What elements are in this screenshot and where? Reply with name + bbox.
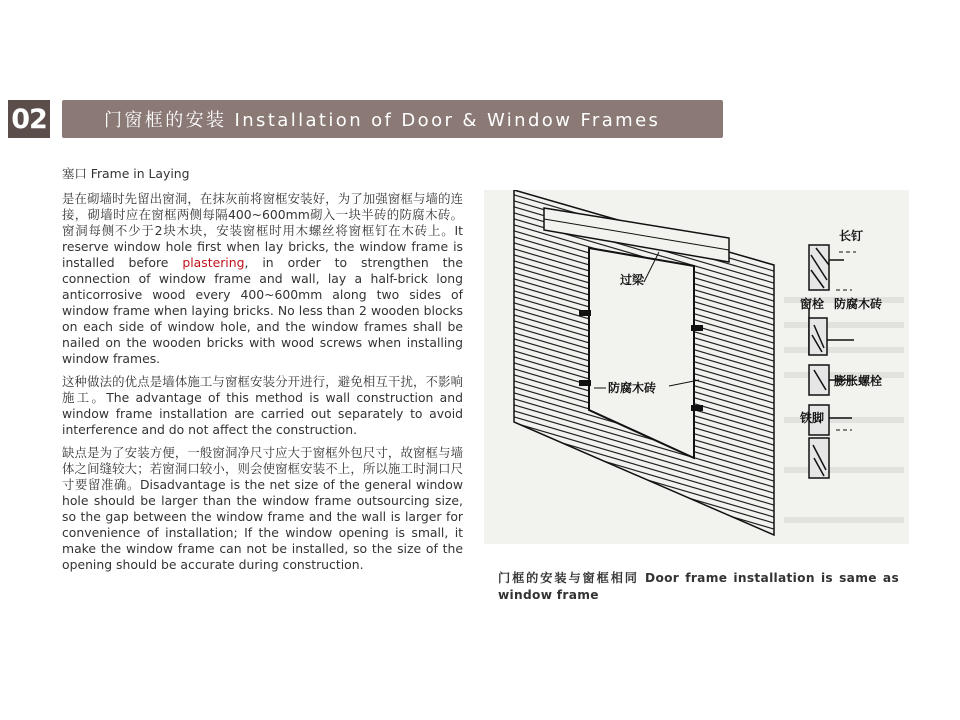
label-expansion-bolt: 膨胀螺栓: [834, 374, 883, 388]
paragraph-method: [62, 191, 463, 367]
figure-caption: 门框的安装与窗框相同 Door frame installation is same as window frame: [498, 571, 899, 602]
label-long-nail: 长钉: [839, 229, 864, 243]
paragraph-advantage: 这种做法的优点是墙体施工与窗框安装分开进行，避免相互干扰，不影响施工。The advantage of this method is wall construction and window frame installation are carried out separately to avoid interference and do not affect the construction.: [62, 374, 463, 437]
label-iron-foot: 铁脚: [800, 411, 825, 425]
subheading: 塞口 Frame in Laying: [62, 166, 190, 181]
label-anticorrosive-brick: 防腐木砖: [608, 381, 657, 395]
body-text-column: [62, 166, 463, 580]
label-anticorrosive-brick-side: 防腐木砖: [834, 297, 883, 311]
paragraph-disadvantage: 缺点是为了安装方便，一般窗洞净尺寸应大于窗框外包尺寸，故窗框与墙体之间缝较大；若窗洞口较小，则会使窗框安装不上，所以施工时洞口尺寸要留准确。Disadvantage is the net size of the general window hole should be larger than the window frame outsourcing size, so the gap between the window frame and the wall is larger for convenience of installation; If the window opening is small, it make the window frame can not be installed, so the size of the opening should be accurate during construction.: [62, 445, 463, 572]
label-window-bolt: 窗栓: [800, 297, 825, 311]
page-title: 门窗框的安装 Installation of Door & Window Frames: [62, 100, 723, 138]
construction-diagram: [484, 190, 909, 544]
highlight-plastering: plastering: [182, 255, 245, 270]
section-number-badge: 02: [8, 100, 50, 138]
paragraph-method-text-1: 是在砌墙时先留出窗洞，在抹灰前将窗框安装好，为了加强窗框与墙的连接，砌墙时应在窗框两侧每隔400~600mm砌入一块半砖的防腐木砖。窗洞每侧不少于2块木块，安装窗框时用木螺丝将窗框钉在木砖上。It reserve window hole first when lay bricks, the window frame is installed before: [62, 191, 463, 270]
label-lintel: 过梁: [620, 273, 645, 287]
detail-sections: [809, 245, 856, 478]
paragraph-method-text-2: , in order to strengthen the connection of window frame and wall, lay a half-brick long anticorrosive wood every 400~600mm along two sides of window frame when laying bricks. No less than 2 wooden blocks on each side of window hole, and the window frames shall be nailed on the wooden bricks with wood screws when installing window frames.: [62, 255, 463, 366]
